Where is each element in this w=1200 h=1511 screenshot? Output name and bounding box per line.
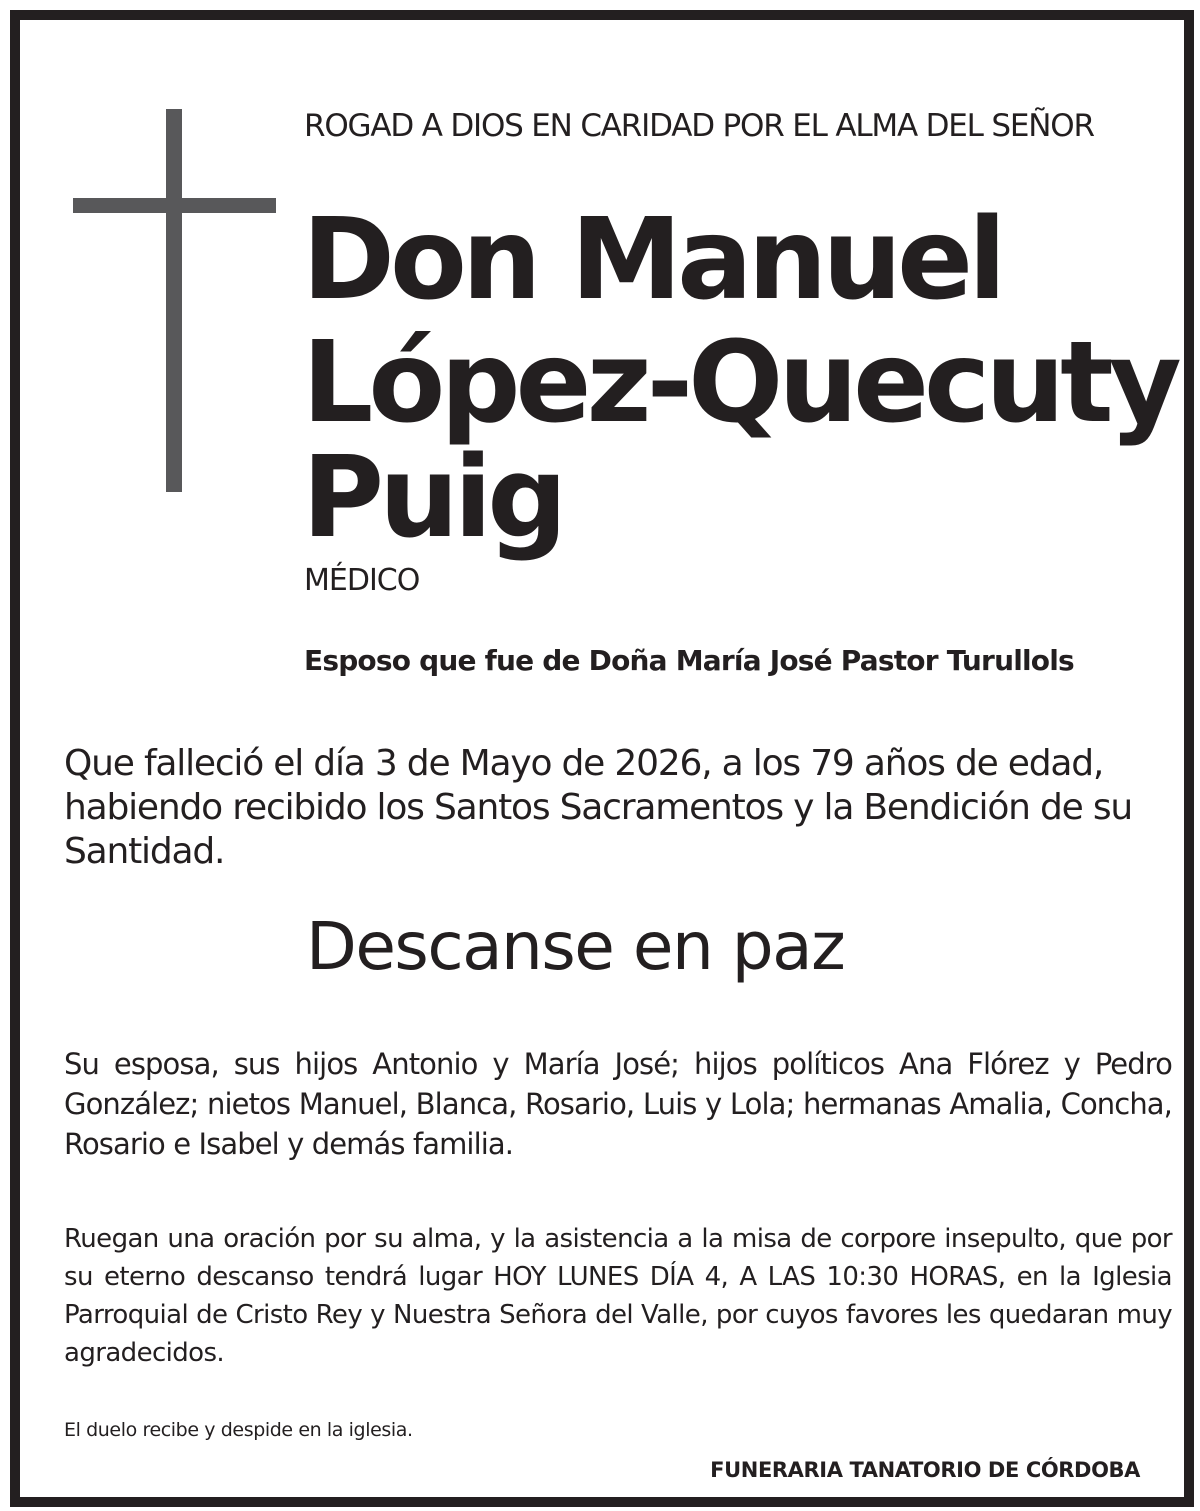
obituary-frame (10, 10, 1194, 1507)
prayer-header: ROGAD A DIOS EN CARIDAD POR EL ALMA DEL SEÑOR (304, 108, 1094, 144)
funeral-home: FUNERARIA TANATORIO DE CÓRDOBA (710, 1458, 1140, 1482)
cross-horizontal-bar (73, 198, 276, 213)
deceased-name-line-1: Don Manuel (302, 195, 1002, 325)
deceased-name-line-2: López-Quecuty (302, 318, 1177, 448)
spouse-line: Esposo que fue de Doña María José Pastor Turullols (304, 644, 1074, 677)
mass-paragraph: Ruegan una oración por su alma, y la asistencia a la misa de corpore insepulto, que por su eterno descanso tendrá lugar HOY LUNES DÍA 4, A LAS 10:30 HORAS, en la Iglesia Parroquial de Cristo Rey y Nuestra Señora del Valle, por cuyos favores les quedaran muy agradecidos. (64, 1224, 1172, 1368)
family-paragraph: Su esposa, sus hijos Antonio y María José; hijos políticos Ana Flórez y Pedro González; nietos Manuel, Blanca, Rosario, Luis y Lola; hermanas Amalia, Concha, Rosario e Isabel y demás familia. (64, 1047, 1172, 1161)
duel-note: El duelo recibe y despide en la iglesia. (64, 1419, 413, 1441)
deceased-name-line-3: Puig (302, 433, 563, 563)
cross-vertical-bar (166, 109, 182, 492)
rest-in-peace: Descanse en paz (306, 908, 845, 985)
profession: MÉDICO (304, 563, 420, 598)
death-statement: Que falleció el día 3 de Mayo de 2026, a los 79 años de edad, habiendo recibido los Santos Sacramentos y la Bendición de su Santidad. (64, 743, 1133, 872)
